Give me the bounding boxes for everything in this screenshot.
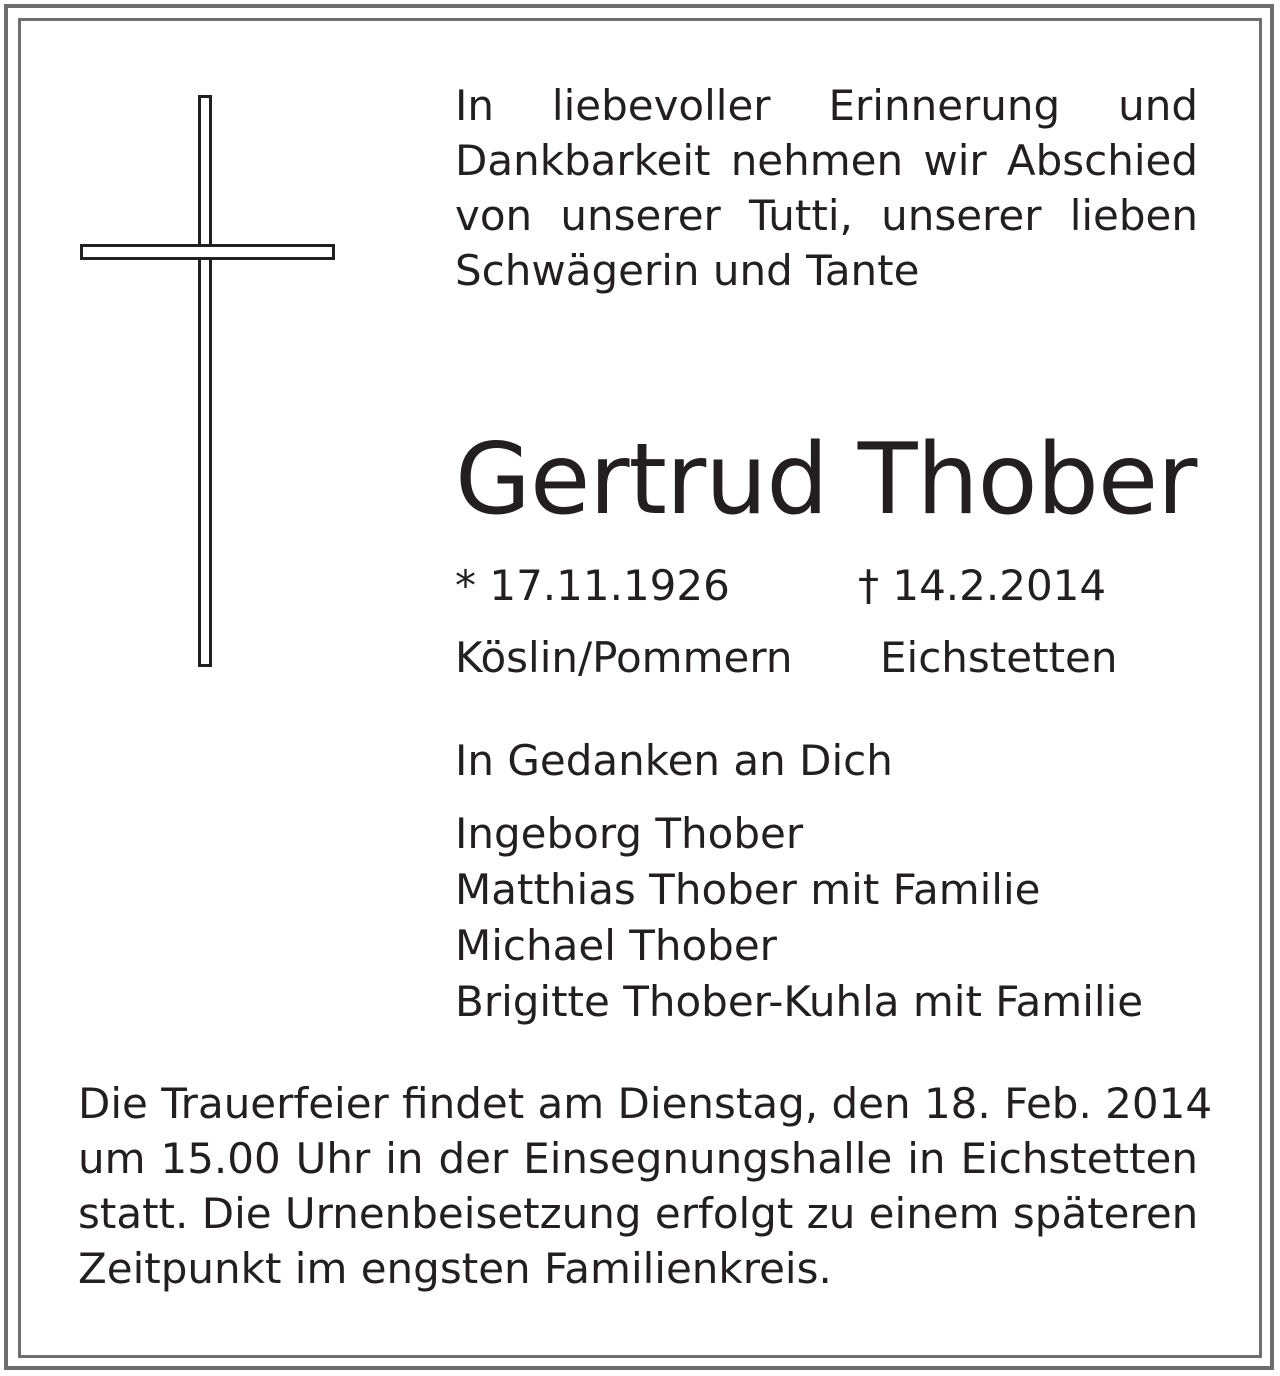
family-member: Michael Thober <box>455 921 777 970</box>
intro-line: Schwägerin und Tante <box>455 246 920 295</box>
family-list <box>455 806 1143 1030</box>
intro-text <box>455 78 1198 298</box>
intro-line: von unserer Tutti, unserer lieben <box>455 191 1198 240</box>
ceremony-line: Die Trauerfeier findet am Dienstag, den 18. Feb. 2014 <box>78 1079 1213 1128</box>
family-member: Ingeborg Thober <box>455 809 804 858</box>
birth-place: Köslin/Pommern <box>455 633 793 682</box>
intro-line: Dankbarkeit nehmen wir Abschied <box>455 136 1198 185</box>
death-place: Eichstetten <box>880 633 1118 682</box>
ceremony-line: Zeitpunkt im engsten Familienkreis. <box>78 1244 832 1293</box>
death-date: † 14.2.2014 <box>858 561 1107 610</box>
ceremony-line: um 15.00 Uhr in der Einsegnungshalle in Eichstetten <box>78 1134 1198 1183</box>
ceremony-text <box>78 1076 1213 1296</box>
cross-vertical-beam <box>198 95 212 667</box>
birth-date: * 17.11.1926 <box>455 561 730 610</box>
deceased-name: Gertrud Thober <box>455 423 1197 537</box>
family-member: Brigitte Thober-Kuhla mit Familie <box>455 977 1144 1026</box>
thoughts-line: In Gedanken an Dich <box>455 736 893 785</box>
intro-line: In liebevoller Erinnerung und <box>455 81 1198 130</box>
family-member: Matthias Thober mit Familie <box>455 865 1041 914</box>
ceremony-line: statt. Die Urnenbeisetzung erfolgt zu einem späteren <box>78 1189 1199 1238</box>
cross-intersection <box>201 247 209 257</box>
